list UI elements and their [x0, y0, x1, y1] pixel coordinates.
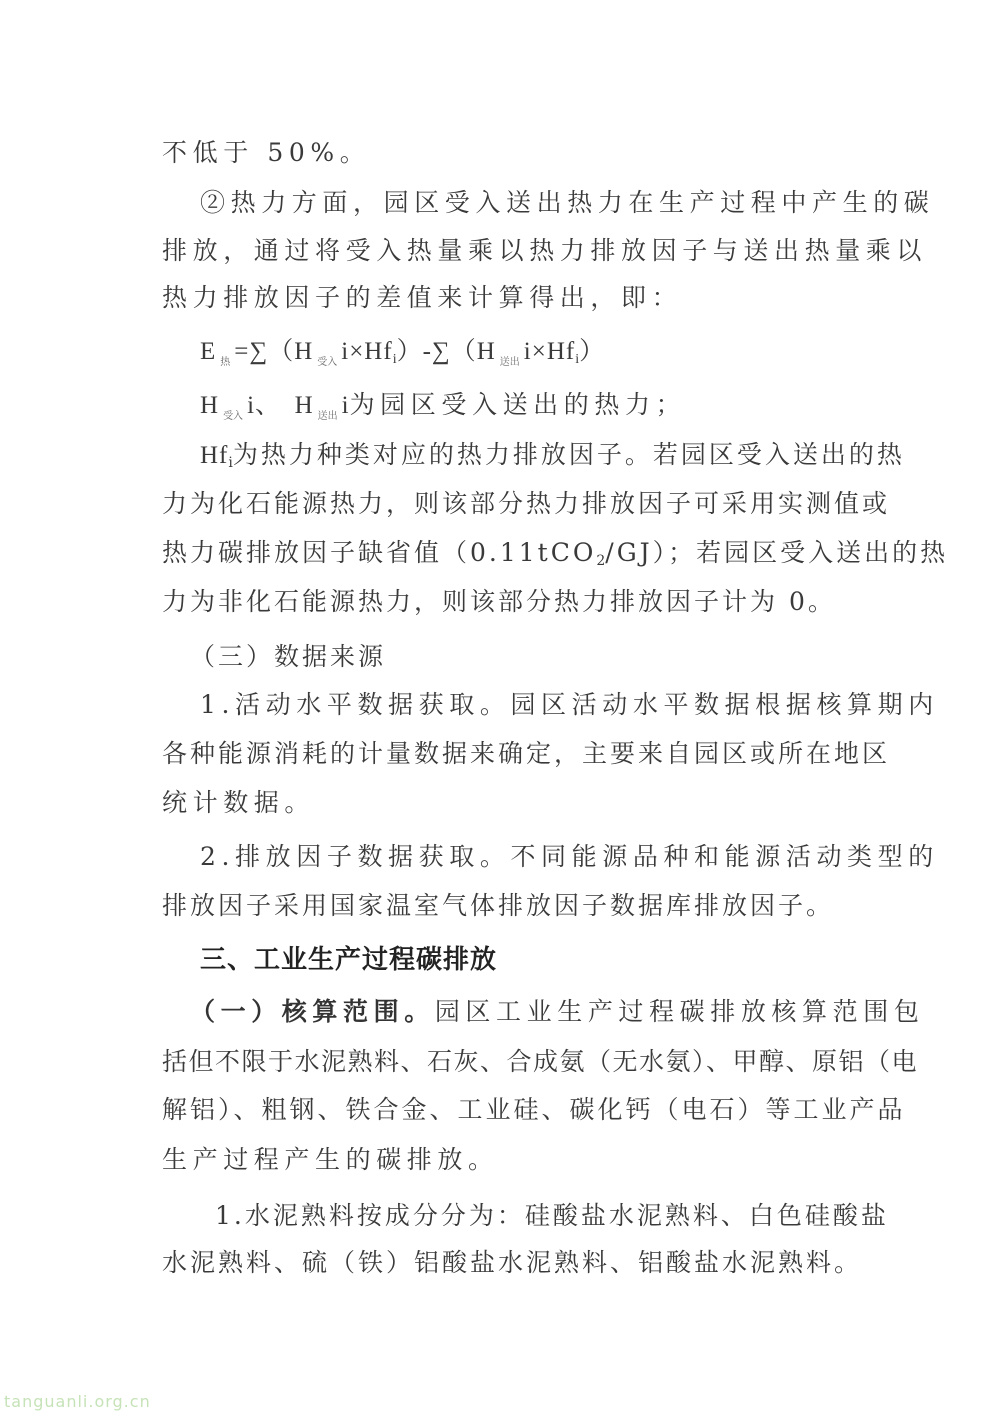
- formula-symbol: E: [200, 338, 217, 365]
- paragraph-line: 力为非化石能源热力，则该部分热力排放因子计为 0。: [162, 587, 836, 616]
- formula-part: ）-∑（H: [396, 338, 496, 365]
- chapter-heading: 三、工业生产过程碳排放: [200, 945, 498, 975]
- section-heading-data-source: （三）数据来源: [190, 642, 387, 671]
- paragraph-line: 排放，通过将受入热量乘以热力排放因子与送出热量乘以: [162, 236, 928, 265]
- paragraph-line: [200, 439, 905, 475]
- paragraph-line: [162, 537, 949, 573]
- paragraph-line: 力为化石能源热力，则该部分热力排放因子可采用实测值或: [162, 489, 891, 518]
- heat-emission-formula: [200, 336, 852, 373]
- formula-part: =∑（H: [234, 338, 314, 365]
- paragraph-line: 2.排放因子数据获取。不同能源品种和能源活动类型的: [200, 842, 939, 871]
- formula-part: ）: [579, 338, 606, 365]
- formula-subscript: 送出: [499, 357, 520, 368]
- subsection-label: （一）核算范围。: [190, 997, 435, 1026]
- paragraph-line: 统计数据。: [162, 788, 316, 817]
- formula-index: i: [228, 455, 233, 471]
- paragraph-line: ②热力方面，园区受入送出热力在生产过程中产生的碳: [200, 188, 935, 217]
- formula-symbol: H: [200, 392, 220, 419]
- site-watermark: tanguanli.org.cn: [4, 1392, 151, 1411]
- paragraph-text: /GJ）；若园区受入送出的热: [605, 538, 949, 567]
- paragraph-text: 园区工业生产过程碳排放核算范围包: [434, 997, 925, 1026]
- paragraph-line: 生产过程产生的碳排放。: [162, 1145, 499, 1174]
- formula-subscript: 受入: [317, 357, 338, 368]
- paragraph-line: 不低于 50%。: [162, 138, 371, 167]
- paragraph-line: 排放因子采用国家温室气体排放因子数据库排放因子。: [162, 891, 835, 920]
- variable-definition: [200, 389, 852, 427]
- formula-part: i×Hf: [523, 338, 576, 365]
- formula-index: i、: [247, 392, 282, 419]
- formula-subscript: 送出: [317, 411, 338, 422]
- paragraph-line: 解铝）、粗钢、铁合金、工业硅、碳化钙（电石）等工业产品: [162, 1095, 906, 1124]
- paragraph-text: 为热力种类对应的热力排放因子。若园区受入送出的热: [232, 440, 905, 469]
- paragraph-line: 1.水泥熟料按成分分为：硅酸盐水泥熟料、白色硅酸盐: [215, 1201, 889, 1230]
- formula-subscript: 受入: [223, 411, 244, 422]
- paragraph-line: 热力排放因子的差值来计算得出，即：: [162, 283, 683, 312]
- formula-symbol: Hf: [200, 442, 229, 469]
- paragraph-line: 水泥熟料、硫（铁）铝酸盐水泥熟料、铝酸盐水泥熟料。: [162, 1248, 863, 1277]
- paragraph-line: [190, 996, 925, 1028]
- co2-subscript: 2: [596, 553, 606, 569]
- formula-subscript: 热: [220, 357, 231, 368]
- paragraph-line: 各种能源消耗的计量数据来确定，主要来自园区或所在地区: [162, 739, 891, 768]
- paragraph-line: 1.活动水平数据获取。园区活动水平数据根据核算期内: [200, 690, 939, 719]
- paragraph-line: 括但不限于水泥熟料、石灰、合成氨（无水氨）、甲醇、原铝（电: [162, 1047, 919, 1076]
- formula-index: i: [392, 352, 397, 367]
- formula-symbol: H: [294, 392, 314, 419]
- formula-part: i×Hf: [341, 338, 393, 365]
- definition-text: 为园区受入送出的热力；: [349, 390, 687, 419]
- formula-index: i: [575, 352, 580, 367]
- paragraph-text: 热力碳排放因子缺省值（0.11tCO: [162, 538, 597, 567]
- formula-index: i: [341, 392, 350, 419]
